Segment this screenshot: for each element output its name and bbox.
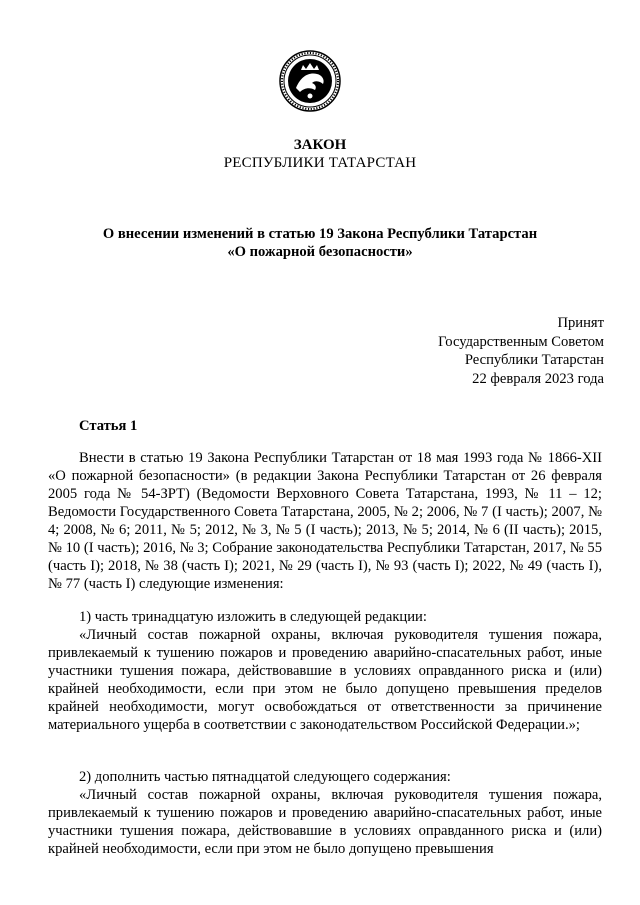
adoption-block: [438, 314, 604, 388]
adoption-date: 22 февраля 2023 года: [472, 370, 604, 387]
article-heading: Статья 1: [79, 418, 138, 434]
document-issuer: РЕСПУБЛИКИ ТАТАРСТАН: [223, 155, 417, 171]
item-1-label: 1) часть тринадцатую изложить в следующей редакции:: [79, 609, 427, 625]
item-1-text: «Личный состав пожарной охраны, включая руководителя тушения пожара, привлекаемый к тушению пожаров и проведению аварийно-спасательных работ, иные участники тушения пожара, действовавшие в условиях оправданного риска и (или) крайней необходимости, если при этом не было допущено превышения пределов крайней необходимости, могут освобождаться от ответственности за причинение материального ущерба в соответствии с законодательством Российской Федерации.»;: [48, 627, 602, 733]
article-item-2: [48, 768, 602, 858]
article-intro-text: Внести в статью 19 Закона Республики Татарстан от 18 мая 1993 года № 1866-XII «О пожарной безопасности» (в редакции Закона Республики Татарстан от 26 февраля 2005 года № 54-ЗРТ) (Ведомости Верховного Совета Татарстана, 1993, № 11 – 12; Ведомости Государственного Совета Татарстана, 2005, № 2; 2006, № 7 (I часть); 2007, № 4; 2008, № 6; 2011, № 5; 2012, № 3, № 5 (I часть); 2013, № 5; 2014, № 6 (II часть); 2015, № 10 (I часть); 2016, № 3; Собрание законодательства Республики Татарстан, 2017, № 55 (часть I); 2018, № 38 (часть I); 2021, № 29 (часть I), № 93 (часть I); 2022, № 49 (часть I), № 77 (часть I) следующие изменения:: [48, 450, 602, 592]
adoption-line-2: Государственным Советом: [438, 333, 604, 350]
document-type: ЗАКОН: [293, 137, 347, 153]
item-2-text: «Личный состав пожарной охраны, включая руководителя тушения пожара, привлекаемый к тушению пожаров и проведению аварийно-спасательных работ, иные участники тушения пожара, действовавшие в условиях оправданного риска и (или) крайней необходимости, если при этом не было допущено превышения: [48, 787, 602, 857]
adoption-line-3: Республики Татарстан: [464, 352, 604, 368]
coat-of-arms-emblem: [279, 50, 341, 112]
law-title: [60, 225, 580, 261]
law-title-line-2: «О пожарной безопасности»: [227, 244, 413, 260]
adoption-line-1: Принят: [557, 315, 604, 331]
item-2-label: 2) дополнить частью пятнадцатой следующего содержания:: [79, 769, 451, 785]
article-item-1: [48, 608, 602, 734]
law-title-line-1: О внесении изменений в статью 19 Закона Республики Татарстан: [102, 226, 538, 242]
article-intro: [48, 449, 602, 593]
